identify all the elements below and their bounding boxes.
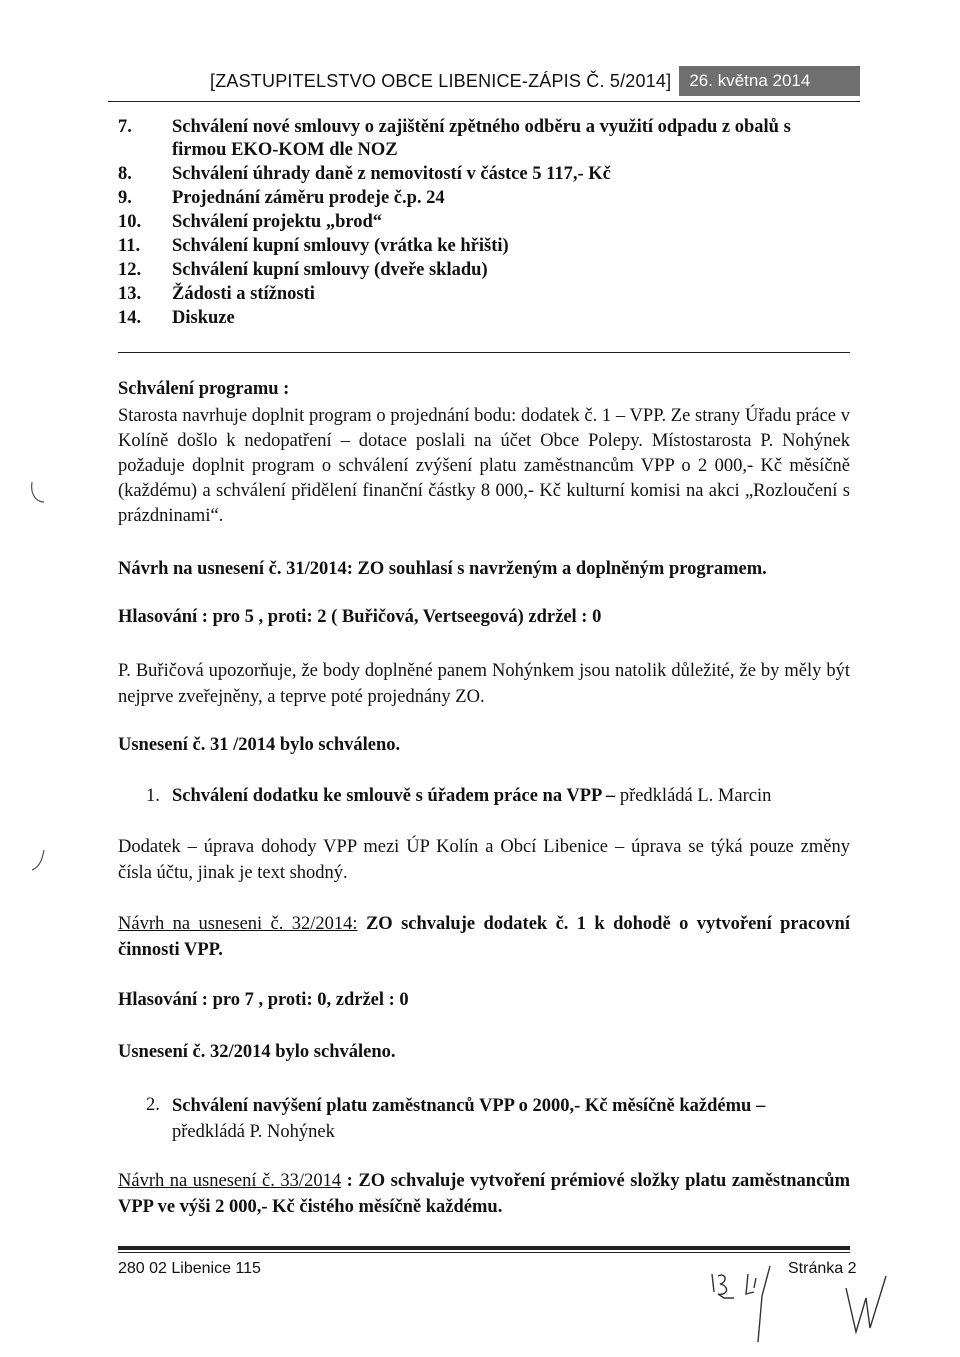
item-2-presenter: předkládá P. Nohýnek: [172, 1122, 335, 1142]
punch-hole-mark: [28, 478, 48, 508]
handwritten-signature-graphic: [840, 1268, 910, 1348]
agenda-item: [118, 259, 838, 282]
item-2-title-text: Schválení navýšení platu zaměstnanců VPP o 2000,- Kč měsíčně každému –: [172, 1096, 766, 1116]
item-2-number: 2.: [146, 1095, 160, 1115]
item-1-result: Usnesení č. 32/2014 bylo schváleno.: [118, 1042, 396, 1062]
header-rule: [108, 101, 860, 102]
agenda-text: Schválení kupní smlouvy (vrátka ke hřišti): [172, 236, 509, 256]
agenda-rule: [118, 352, 850, 353]
item-2-title: [146, 1093, 850, 1145]
resolution-31-proposal: Návrh na usnesení č. 31/2014: ZO souhlasí s navrženým a doplněným programem.: [118, 559, 767, 579]
resolution-31-vote: Hlasování : pro 5 , proti: 2 ( Buřičová, Vertseegová) zdržel : 0: [118, 607, 602, 627]
footer-address: 280 02 Libenice 115: [118, 1260, 261, 1277]
item-2-proposal-text: : ZO schvaluje vytvoření prémiové složky platu zaměstnancům VPP ve výši 2 000,- Kč čistého měsíčně každému.: [118, 1171, 851, 1217]
footer-rule-thick: [118, 1246, 850, 1250]
resolution-31-result: Usnesení č. 31 /2014 bylo schváleno.: [118, 735, 401, 755]
item-1-heading: [172, 784, 850, 808]
agenda-number: 14.: [118, 308, 142, 328]
agenda-number: 11.: [118, 236, 141, 256]
item-1-number: 1.: [146, 786, 160, 806]
agenda-text: Žádosti a stížnosti: [172, 284, 315, 304]
item-2-proposal-label: Návrh na usnesení č. 33/2014: [118, 1171, 342, 1191]
agenda-item: [118, 235, 838, 258]
agenda-number: 13.: [118, 284, 142, 304]
item-1-proposal: [118, 911, 850, 963]
agenda-item: [118, 283, 838, 306]
page-header: [210, 64, 860, 98]
agenda-list: [118, 116, 838, 330]
agenda-item: [118, 187, 838, 210]
handwritten-initials-graphic: [700, 1252, 790, 1352]
agenda-number: 12.: [118, 260, 142, 280]
program-paragraph: Starosta navrhuje doplnit program o projednání bodu: dodatek č. 1 – VPP. Ze strany Úřadu práce v Kolíně došlo k nedopatření – dotace poslali na účet Obce Polepy. Místostarosta P. Nohýnek požaduje doplnit program o schválení zvýšení platu zaměstnancům VPP o 2 000,- Kč měsíčně (každému) a schválení přidělení finanční částky 8 000,- Kč kulturní komisi na akci „Rozloučení s prázdninami“.: [118, 406, 850, 526]
agenda-number: 10.: [118, 212, 142, 232]
agenda-text: Schválení nové smlouvy o zajištění zpětného odběru a využití odpadu z obalů s firmou EKO-KOM dle NOZ: [172, 117, 791, 160]
header-date: 26. května 2014: [679, 66, 860, 96]
program-heading: Schválení programu :: [118, 379, 290, 399]
agenda-number: 9.: [118, 188, 132, 208]
item-1-title-text: Schválení dodatku ke smlouvě s úřadem práce na VPP –: [172, 786, 616, 806]
punch-hole-mark: [28, 846, 48, 876]
agenda-text: Schválení úhrady daně z nemovitostí v částce 5 117,- Kč: [172, 164, 611, 184]
agenda-text: Diskuze: [172, 308, 235, 328]
header-title: [ZASTUPITELSTVO OBCE LIBENICE-ZÁPIS Č. 5/2014]: [210, 70, 672, 91]
item-1-title: [146, 784, 850, 808]
agenda-number: 7.: [118, 117, 132, 137]
item-1-presenter: předkládá L. Marcin: [619, 786, 772, 806]
item-1-vote: Hlasování : pro 7 , proti: 0, zdržel : 0: [118, 990, 409, 1010]
agenda-text: Schválení kupní smlouvy (dveře skladu): [172, 260, 488, 280]
resolution-31-note: P. Buřičová upozorňuje, že body doplněné panem Nohýnkem jsou natolik důležité, že by měly být nejprve zveřejněny, a teprve poté projednány ZO.: [118, 661, 850, 707]
item-2-heading: [172, 1093, 850, 1145]
item-1-paragraph: Dodatek – úprava dohody VPP mezi ÚP Kolín a Obcí Libenice – úprava se týká pouze změny čísla účtu, jinak je text shodný.: [118, 837, 850, 883]
agenda-item: [118, 163, 838, 186]
footer-page-number: Stránka 2: [788, 1260, 857, 1277]
agenda-text: Projednání záměru prodeje č.p. 24: [172, 188, 445, 208]
agenda-item: [118, 307, 838, 330]
item-1-proposal-label: Návrh na usneseni č. 32/2014:: [118, 914, 358, 934]
agenda-item: [118, 211, 838, 234]
item-2-proposal: [118, 1168, 850, 1220]
item-1-proposal-text: ZO schvaluje dodatek č. 1 k dohodě o vytvoření pracovní činnosti VPP.: [118, 914, 850, 960]
agenda-item: [118, 116, 838, 162]
agenda-number: 8.: [118, 164, 132, 184]
agenda-text: Schválení projektu „brod“: [172, 212, 383, 232]
